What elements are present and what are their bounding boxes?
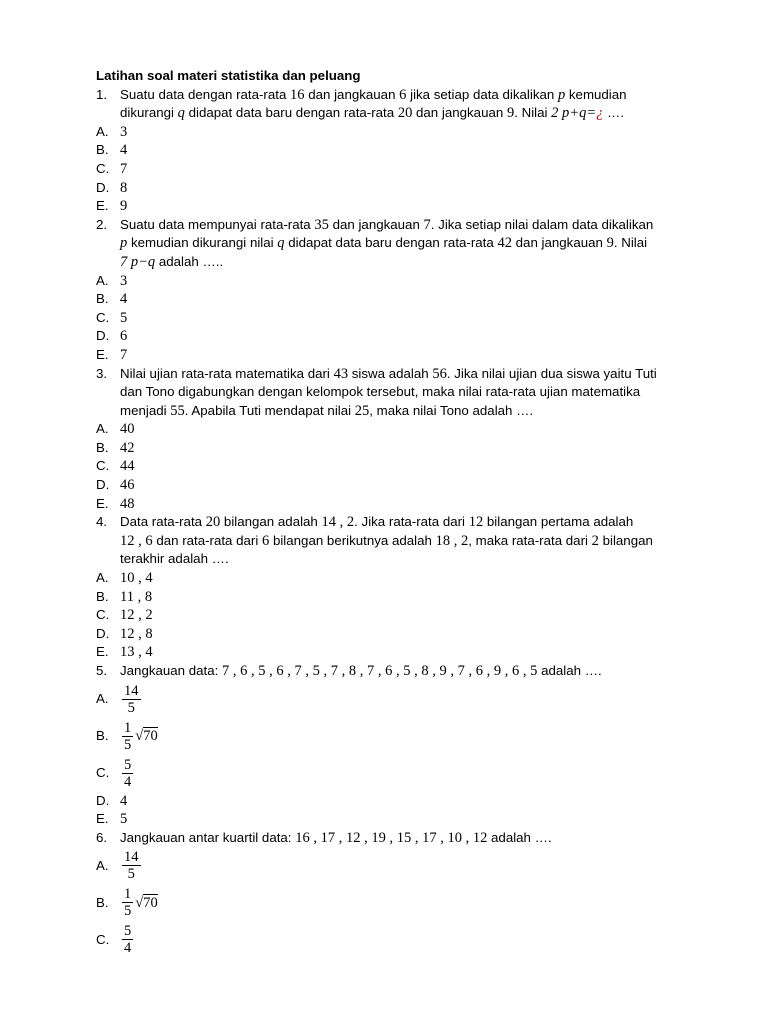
question-4 xyxy=(96,513,696,569)
question-text: terakhir adalah …. xyxy=(120,551,229,567)
fraction: 14 5 xyxy=(124,849,139,883)
answer-options xyxy=(96,847,696,958)
option-c[interactable]: C. 12 , 2 xyxy=(96,607,153,624)
question-5 xyxy=(96,662,696,681)
document-title: Latihan soal materi statistika dan peluang xyxy=(96,68,361,83)
question-text: dikurangi q didapat data baru dengan rata-rata 20 dan jangkauan 9. Nilai 2 p+q=¿ …. xyxy=(120,105,625,122)
fraction: 1 5 xyxy=(124,719,132,753)
option-a[interactable]: A. 40 xyxy=(96,421,135,438)
option-c[interactable]: C. 5 4 xyxy=(96,923,132,957)
question-text: Data rata-rata 20 bilangan adalah 14 , 2. Jika rata-rata dari 12 bilangan pertama adalah xyxy=(120,514,634,531)
answer-options xyxy=(96,681,696,829)
option-d[interactable]: D. 46 xyxy=(96,477,135,494)
question-3 xyxy=(96,365,696,421)
option-e[interactable]: E. 13 , 4 xyxy=(96,644,153,661)
option-b[interactable]: B. 11 , 8 xyxy=(96,588,153,605)
option-c[interactable]: C. 5 xyxy=(96,309,128,326)
fraction: 5 4 xyxy=(124,756,132,790)
question-2 xyxy=(96,216,696,272)
option-e[interactable]: E. 7 xyxy=(96,346,128,363)
option-a[interactable]: A. 3 xyxy=(96,123,128,140)
question-text: Suatu data mempunyai rata-rata 35 dan jangkauan 7. Jika setiap nilai dalam data dikalikan xyxy=(120,216,654,233)
option-a[interactable]: A. 10 , 4 xyxy=(96,570,153,587)
option-b[interactable]: B. 1 5 √70 xyxy=(96,719,158,753)
answer-options xyxy=(96,420,696,513)
option-c[interactable]: C. 5 4 xyxy=(96,756,132,790)
fraction: 5 4 xyxy=(124,923,132,957)
option-a[interactable]: A. 14 5 xyxy=(96,682,139,716)
question-text: Suatu data dengan rata-rata 16 dan jangkauan 6 jika setiap data dikalikan p kemudian xyxy=(120,86,627,103)
question-text: Jangkauan antar kuartil data: 16 , 17 , 12 , 19 , 15 , 17 , 10 , 12 adalah …. xyxy=(120,829,552,846)
question-text: 12 , 6 dan rata-rata dari 6 bilangan berikutnya adalah 18 , 2, maka rata-rata dari 2 bilangan xyxy=(120,532,653,549)
question-number: 6. xyxy=(96,829,108,845)
question-number: 2. xyxy=(96,216,108,232)
question-text: Nilai ujian rata-rata matematika dari 43 siswa adalah 56. Jika nilai ujian dua siswa yaitu Tuti xyxy=(120,365,657,382)
question-number: 4. xyxy=(96,514,108,530)
fraction: 1 5 xyxy=(124,886,132,920)
question-6 xyxy=(96,829,696,848)
option-e[interactable]: E. 9 xyxy=(96,198,128,215)
option-e[interactable]: E. 48 xyxy=(96,495,135,512)
option-e[interactable]: E. 5 xyxy=(96,811,128,828)
question-text: dan Tono digabungkan dengan kelompok tersebut, maka nilai rata-rata ujian matematika xyxy=(120,384,641,400)
option-d[interactable]: D. 12 , 8 xyxy=(96,625,153,642)
question-text: menjadi 55. Apabila Tuti mendapat nilai 25, maka nilai Tono adalah …. xyxy=(120,402,534,419)
option-c[interactable]: C. 44 xyxy=(96,458,135,475)
question-text: 7 p−q adalah ….. xyxy=(120,253,224,270)
answer-options xyxy=(96,123,696,216)
option-b[interactable]: B. 42 xyxy=(96,439,135,456)
answer-options xyxy=(96,272,696,365)
option-a[interactable]: A. 3 xyxy=(96,272,128,289)
answer-options xyxy=(96,569,696,662)
option-a[interactable]: A. 14 5 xyxy=(96,849,139,883)
square-root: √70 xyxy=(135,727,158,744)
option-d[interactable]: D. 4 xyxy=(96,792,128,809)
question-number: 1. xyxy=(96,86,108,102)
option-d[interactable]: D. 6 xyxy=(96,328,128,345)
option-c[interactable]: C. 7 xyxy=(96,160,128,177)
square-root: √70 xyxy=(135,894,158,911)
question-text: p kemudian dikurangi nilai q didapat data baru dengan rata-rata 42 dan jangkauan 9. Nilai xyxy=(120,235,648,252)
question-number: 3. xyxy=(96,365,108,381)
document-page xyxy=(96,67,696,958)
option-d[interactable]: D. 8 xyxy=(96,179,128,196)
option-b[interactable]: B. 1 5 √70 xyxy=(96,886,158,920)
question-1 xyxy=(96,86,696,123)
question-number: 5. xyxy=(96,663,108,678)
question-text: Jangkauan data: 7 , 6 , 5 , 6 , 7 , 5 , 7 , 8 , 7 , 6 , 5 , 8 , 9 , 7 , 6 , 9 , 6 , 5 adalah …. xyxy=(120,663,602,679)
option-b[interactable]: B. 4 xyxy=(96,291,128,308)
option-b[interactable]: B. 4 xyxy=(96,142,128,159)
fraction: 14 5 xyxy=(124,682,139,716)
